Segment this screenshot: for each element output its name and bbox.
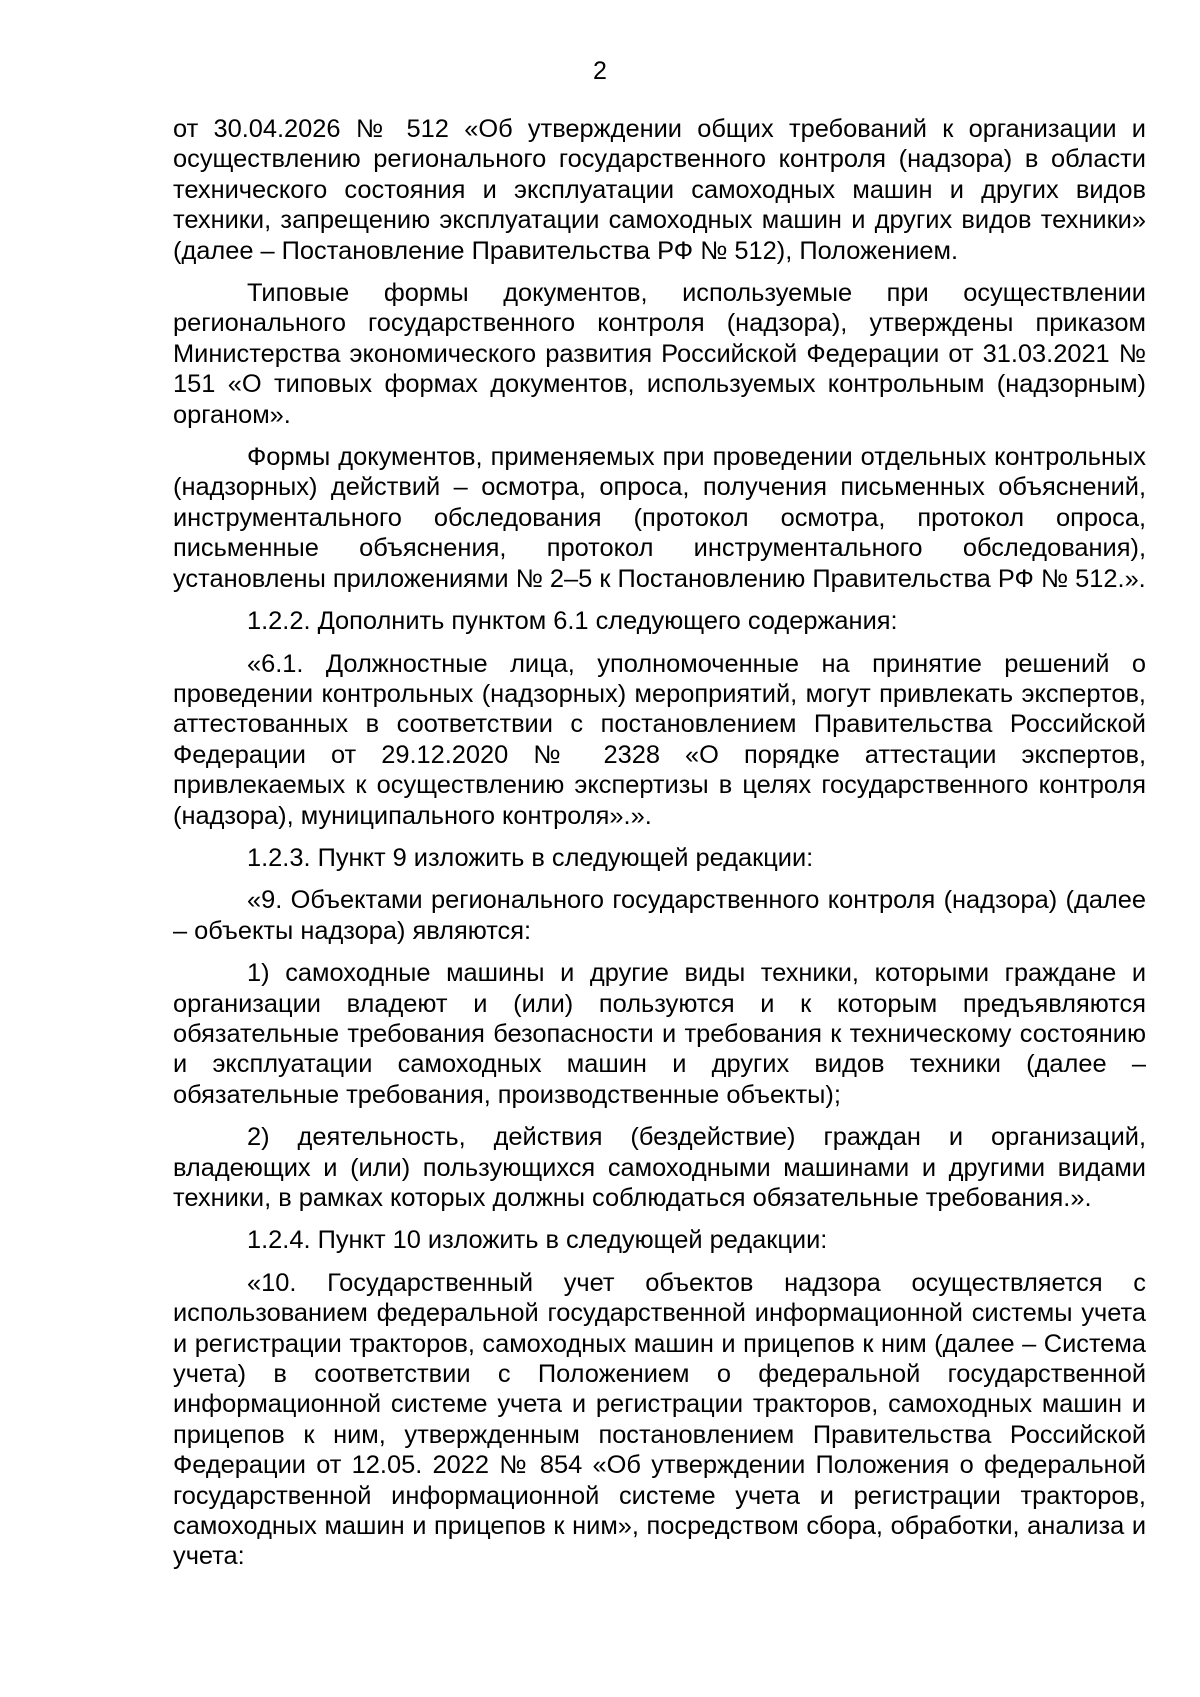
paragraph-typical-forms: Типовые формы документов, используемые при осуществлении регионального государственного контроля (надзора), утверждены приказом Министерства экономического развития Российской Федерации от 31.03.2021 № 151 «О типовых формах документов, используемых контрольным (надзорным) органом».	[173, 279, 1146, 429]
paragraph-clause-6-1: «6.1. Должностные лица, уполномоченные на принятие решений о проведении контрольных (надзорных) мероприятий, могут привлекать экспертов, аттестованных в соответствии с постановлением Правительства Российской Федерации от 29.12.2020 № 2328 «О порядке аттестации экспертов, привлекаемых к осуществлению экспертизы в целях государственного контроля (надзора), муниципального контроля».».	[173, 649, 1146, 830]
document-body	[173, 114, 1146, 1584]
paragraph-item-1-2-2: 1.2.2. Дополнить пунктом 6.1 следующего содержания:	[247, 607, 898, 636]
paragraph-continuation: от 30.04.2026 № 512 «Об утверждении общих требований к организации и осуществлению регионального государственного контроля (надзора) в области технического состояния и эксплуатации самоходных машин и других видов техники, запрещению эксплуатации самоходных машин и других видов техники» (далее – Постановление Правительства РФ № 512), Положением.	[173, 115, 1146, 265]
paragraph-list-item-1: 1) самоходные машины и другие виды техники, которыми граждане и организации владеют и (или) пользуются и к которым предъявляются обязательные требования безопасности и требования к техническому состоянию и эксплуатации самоходных машин и других видов техники (далее – обязательные требования, производственные объекты);	[173, 959, 1146, 1109]
paragraph-clause-10: «10. Государственный учет объектов надзора осуществляется с использованием федеральной государственной информационной системы учета и регистрации тракторов, самоходных машин и прицепов к ним (далее – Система учета) в соответствии с Положением о федеральной государственной информационной системе учета и регистрации тракторов, самоходных машин и прицепов к ним, утвержденным постановлением Правительства Российской Федерации от 12.05. 2022 № 854 «Об утверждении Положения о федеральной государственной информационной системе учета и регистрации тракторов, самоходных машин и прицепов к ним», посредством сбора, обработки, анализа и учета:	[173, 1268, 1146, 1571]
paragraph-document-forms: Формы документов, применяемых при проведении отдельных контрольных (надзорных) действий – осмотра, опроса, получения письменных объяснений, инструментального обследования (протокол осмотра, протокол опроса, письменные объяснения, протокол инструментального обследования), установлены приложениями № 2–5 к Постановлению Правительства РФ № 512.».	[173, 443, 1146, 593]
paragraph-clause-9: «9. Объектами регионального государственного контроля (надзора) (далее – объекты надзора) являются:	[173, 886, 1146, 945]
paragraph-list-item-2: 2) деятельность, действия (бездействие) граждан и организаций, владеющих и (или) пользующихся самоходными машинами и другими видами техники, в рамках которых должны соблюдаться обязательные требования.».	[173, 1123, 1146, 1212]
page-number: 2	[593, 57, 607, 85]
paragraph-item-1-2-3: 1.2.3. Пункт 9 изложить в следующей редакции:	[247, 843, 814, 872]
paragraph-item-1-2-4: 1.2.4. Пункт 10 изложить в следующей редакции:	[247, 1226, 828, 1255]
